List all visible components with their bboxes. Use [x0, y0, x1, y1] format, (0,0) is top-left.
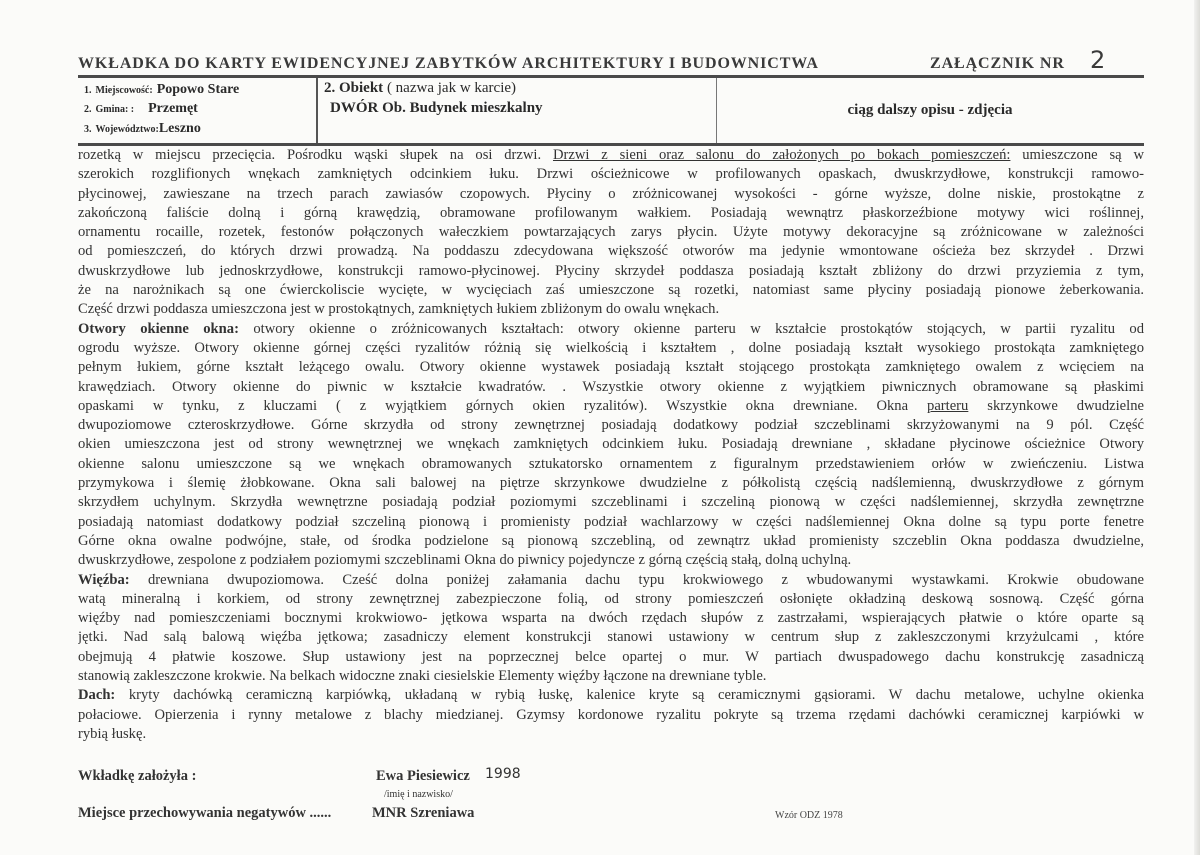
text-line	[78, 358, 1144, 377]
text-run: ogrodu wyższe. Otwory okienne górnej części ryzalitów różnią się wielkością i kształtem , dolne posiadają kształt wysokiego prostokąta zamkniętego	[78, 339, 1144, 356]
text-run: skrzydłem uchylnym. Skrzydła wewnętrzne posiadają podział poziomymi szczeblinami i szczeliną pionową w części nadślemiennej, skrzydła zewnętrzne	[78, 494, 1144, 511]
text-run: dwupoziomowe czteroskrzydłowe. Górne skrzydła od strony zewnętrznej posiadają dodatkowy podział szczeblinami skrzyżowanymi na 9 pól. Część	[78, 417, 1144, 434]
text-run: umieszczone są w	[1010, 147, 1144, 163]
text-line	[78, 281, 1144, 300]
section-heading: Więźba:	[78, 571, 130, 588]
document-title: WKŁADKA DO KARTY EWIDENCYJNEJ ZABYTKÓW ARCHITEKTURY I BUDOWNICTWA	[78, 55, 819, 72]
field-location	[84, 80, 239, 98]
field-label: Miejscowość:	[95, 85, 153, 96]
text-line	[78, 320, 1144, 339]
text-run: obejmują 4 płatwie koszowe. Słup ustawiony jest na poprzecznej belce opartej o mur. W partiach dwuspadowego dachu konstrukcję zasadniczą	[78, 648, 1144, 665]
text-run: opaskami w tynku, z kluczami ( z wyjątkiem górnych okien ryzalitów). Wszystkie okna drewniane. Okna	[78, 397, 928, 414]
text-run: stanowią zakleszczone krokwie. Na belkach widoczne znaki ciesielskie Elementy więźby łączone na drewniane tyble.	[78, 668, 767, 685]
form-pattern: Wzór ODZ 1978	[775, 810, 843, 821]
text-line	[78, 493, 1144, 512]
field-commune	[84, 99, 198, 117]
text-line	[78, 648, 1144, 667]
text-run: od pomieszczeń, do których drzwi prowadzą. Na poddaszu zdecydowana większość otworów ma jedynie wmontowane ościeża bez skrzydeł . Drzwi	[78, 243, 1144, 260]
text-run: płycinowej, zawieszane na trzech parach zawiasów czopowych. Płyciny o zróżnicowanej wysokości - górne wyższe, dolne niskie, prostokątne z	[78, 185, 1144, 202]
text-line	[78, 416, 1144, 435]
field-number: 3.	[84, 124, 92, 135]
underlined-text: parteru	[927, 397, 969, 414]
field-number: 2.	[84, 104, 92, 115]
continuation-label: ciąg dalszy opisu - zdjęcia	[847, 102, 1013, 118]
text-run: więźby nad pomieszczeniami bocznymi krokwiowo- jętkowa wsparta na dwóch rzędach słupów z zastrzałami, wspierających płatwie o które oparte są	[78, 610, 1144, 627]
annex-number: 2	[1090, 46, 1106, 74]
text-line	[78, 146, 1144, 165]
field-value: Popowo Stare	[156, 82, 240, 97]
text-line	[78, 532, 1144, 551]
text-line	[78, 397, 1144, 416]
text-run: zakończoną faliście dolną i górną krawędzią, obramowane profilowanym wałkiem. Posiadają wewnątrz płaskorzeźbione motywy wici roślinnej,	[78, 204, 1144, 221]
text-run: szerokich rozglifionych wnękach zamkniętych odcinkiem łuku. Drzwi ościeżnicowe w profilowanych opaskach, dwuskrzydłowe, konstrukcji ramowo-	[78, 166, 1144, 183]
name-hint: /imię i nazwisko/	[384, 789, 453, 800]
field-province	[84, 119, 201, 137]
negatives-label: Miejsce przechowywania negatywów ......	[78, 805, 332, 821]
object-label-hint: ( nazwa jak w karcie)	[386, 80, 517, 96]
text-run: pełnym łukiem, górne kształt leżącego owalu. Otwory okienne wystawek posiadają kształt stojącego prostokąta zamkniętego owalem z wcięciem na	[78, 359, 1144, 376]
text-run: Część drzwi poddasza umieszczona jest w prostokątnych, zamkniętych łukiem zbliżonym do owalu wnękach.	[78, 301, 720, 318]
text-run: rybią łuskę.	[78, 725, 147, 742]
location-column	[78, 78, 316, 143]
text-line	[78, 339, 1144, 358]
text-run: watą mineralną i korkiem, od strony zewnętrznej zabezpieczone folią, od strony pomieszczeń osłonięte okładziną deskową sosnową. Część górna	[78, 590, 1144, 607]
text-run: że na narożnikach są one ćwierckoliscie wycięte, w wycięciach zaś umieszczone są rozetki, natomiast same płyciny posiadają pionowe żeberkowania.	[78, 282, 1144, 299]
object-label	[324, 80, 516, 97]
text-run: Górne okna owalne podwójne, stałe, od środka podzielone są pionową szczebliną, od zewnątrz układ promienisty szczeblin Okna poddasza dwudzielne,	[78, 532, 1144, 549]
page-edge-shadow	[1194, 0, 1200, 855]
text-line	[78, 706, 1144, 725]
text-line	[78, 725, 1144, 744]
field-number: 1.	[84, 85, 92, 96]
text-line	[78, 242, 1144, 261]
text-run: okienne salonu umieszczone są we wnękach obramowanych sztukatorsko ornamentem z figuralnym przedstawieniem orłów w zwieńczeniu. Listwa	[78, 455, 1144, 472]
text-line	[78, 513, 1144, 532]
field-label: Województwo:	[95, 124, 159, 135]
text-run: kryty dachówką ceramiczną karpiówką, układaną w rybią łuskę, kalenice kryte są ceramicznymi gąsiorami. W dachu metalowe, uchylne okienka	[115, 687, 1144, 704]
text-line	[78, 185, 1144, 204]
continuation-column	[716, 78, 1144, 143]
text-line	[78, 590, 1144, 609]
text-line	[78, 686, 1144, 705]
section-heading: Dach:	[78, 687, 116, 704]
text-run: rozetką w miejscu przecięcia. Pośrodku wąski słupek na osi drzwi.	[78, 147, 553, 163]
description-body	[78, 146, 1144, 744]
text-line	[78, 165, 1144, 184]
text-line	[78, 628, 1144, 647]
field-value: Leszno	[158, 121, 201, 136]
field-label: Gmina: :	[95, 104, 135, 115]
text-run: połaciowe. Opierzenia i rynny metalowe z blachy miedzianej. Gzymsy kordonowe ryzalitu pokryte są trzema rzędami dachówki ceramicznej karpiówki w	[78, 706, 1144, 723]
object-label-title: 2. Obiekt	[324, 80, 384, 96]
text-run: jętki. Nad salą balową więźba jętkowa; zasadniczy element konstrukcji stanowi ustawiony w centrum słup z zakleszczonymi krzyżulcami , które	[78, 629, 1144, 646]
annex-label: ZAŁĄCZNIK NR	[930, 55, 1065, 72]
object-value: DWÓR Ob. Budynek mieszkalny	[330, 100, 543, 116]
text-run: posiadają natomiast dodatkowy podział szczeliną pionową i promienisty podział wachlarzowy w części nadślemiennej Okna dolne są typu porte fenetre	[78, 513, 1144, 530]
text-line	[78, 551, 1144, 570]
document-header	[78, 46, 1144, 76]
text-run: przymykowa i ślemię żłobkowane. Okna sali balowej na piętrze skrzynkowe dwudzielne z półkolistą częścią nadślemienną, dwuskrzydłowe z górnym	[78, 475, 1144, 492]
text-line	[78, 378, 1144, 397]
text-run: krawędziach. Otwory okienne do piwnic w kształcie kwadratów. . Wszystkie otwory okienne z wyjątkiem piwnicznych obramowane są płaskimi	[78, 378, 1144, 395]
text-run: dwuskrzydłowe lub jednoskrzydłowe, konstrukcji ramowo-płycinowej. Płyciny skrzydeł poddasza posiadają kształt zbliżony do drzwi przyziemia z tym,	[78, 262, 1144, 279]
text-run: okien umieszczona jest od strony wewnętrznej we wnękach zamkniętych odcinkiem łuku. Posiadają drewniane , składane płycinowe ościeżnice Otwory	[78, 436, 1144, 453]
object-column	[316, 78, 717, 143]
text-line	[78, 474, 1144, 493]
field-value: Przemęt	[148, 101, 198, 116]
text-run: dwuskrzydłowe, zespolone z podziałem poziomymi szczeblinami Okna do piwnicy pojedyncze z górną częścią stałą, dolną uchylną.	[78, 552, 852, 569]
text-line	[78, 300, 1144, 319]
text-line	[78, 262, 1144, 281]
text-run: otwory okienne o zróżnicowanych kształtach: otwory okienne parteru w kształcie prostokątów stojących, w partii ryzalitu od	[238, 320, 1144, 337]
created-year: 1998	[485, 766, 521, 782]
negatives-value: MNR Szreniawa	[372, 805, 475, 821]
text-run: ornamentu rocaille, rozetek, festonów połączonych wałeczkiem powtarzających zarys płycin. Użyte motywy dekoracyjne są zróżnicowane w zależności	[78, 224, 1144, 241]
text-run: skrzynkowe dwudzielne	[968, 397, 1144, 414]
text-line	[78, 435, 1144, 454]
text-line	[78, 609, 1144, 628]
text-line	[78, 223, 1144, 242]
text-line	[78, 204, 1144, 223]
underlined-text: Drzwi z sieni oraz salonu do założonych po bokach pomieszczeń:	[552, 147, 1011, 163]
created-by-name: Ewa Piesiewicz	[376, 768, 470, 784]
created-by-label: Wkładkę założyła :	[78, 768, 197, 784]
text-line	[78, 455, 1144, 474]
text-line	[78, 571, 1144, 590]
text-run: drewniana dwupoziomowa. Cześć dolna poniżej załamania dachu typu krokwiowego z wbudowanymi wystawkami. Krokwie obudowane	[129, 571, 1144, 588]
text-line	[78, 667, 1144, 686]
info-table	[78, 78, 1144, 143]
section-heading: Otwory okienne okna:	[78, 320, 239, 337]
